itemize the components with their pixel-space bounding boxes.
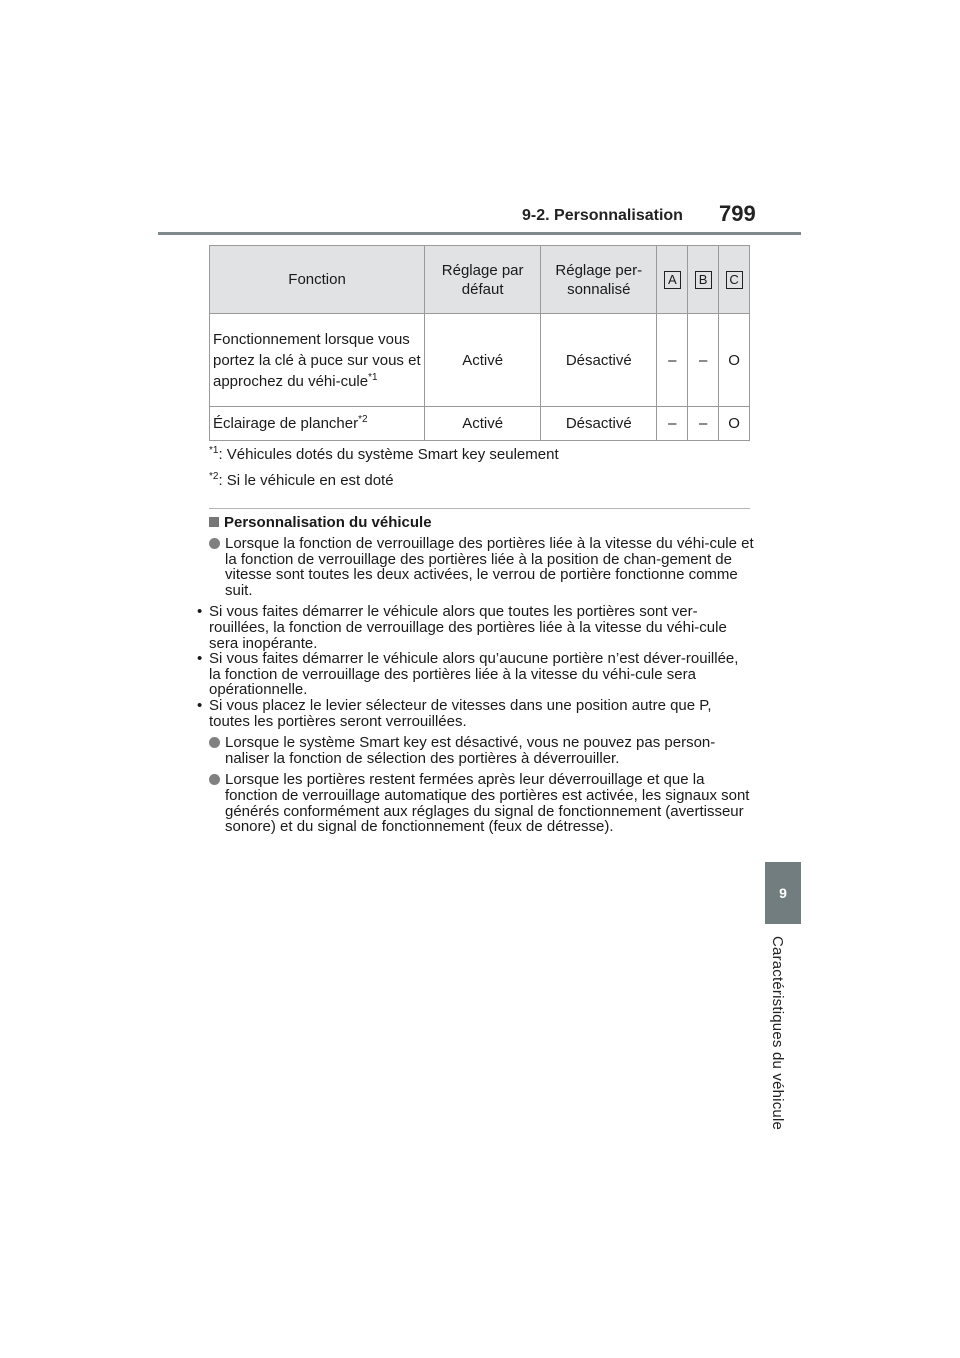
cell-b: – — [688, 407, 719, 441]
method-c-label: C — [726, 271, 743, 289]
section-title: 9-2. Personnalisation — [522, 207, 683, 224]
method-b-label: B — [695, 271, 712, 289]
table-row — [210, 314, 750, 407]
section-divider — [209, 508, 750, 509]
chapter-label: Caractéristiques du véhicule — [769, 936, 786, 1131]
circle-bullet-icon — [209, 774, 220, 785]
cell-function — [210, 314, 425, 407]
cell-c: O — [719, 407, 750, 441]
cell-default: Activé — [425, 314, 541, 407]
circle-bullet-icon — [209, 737, 220, 748]
footnote-mark: *2 — [358, 414, 368, 425]
table-header-row — [210, 246, 750, 314]
list-item-text: Si vous placez le levier sélecteur de vitesses dans une position autre que P, toutes les portières seront verrouillées. — [209, 696, 712, 730]
cell-custom: Désactivé — [541, 407, 657, 441]
list-item — [193, 651, 754, 698]
list-item — [193, 698, 754, 729]
footnote-2 — [209, 472, 394, 489]
bullet-icon: • — [197, 603, 203, 621]
cell-a: – — [657, 314, 688, 407]
bullet-list — [193, 604, 754, 729]
header-a — [657, 246, 688, 314]
footnote-1 — [209, 446, 559, 463]
footnote-mark: *2 — [209, 471, 219, 482]
header-b — [688, 246, 719, 314]
cell-c: O — [719, 314, 750, 407]
table-row — [210, 407, 750, 441]
list-item-text: Si vous faites démarrer le véhicule alors que toutes les portières sont ver-rouillées, la fonction de verrouillage des portières liée à la vitesse du véhi-cule sera inopérante. — [209, 603, 727, 652]
method-a-label: A — [664, 271, 681, 289]
cell-custom: Désactivé — [541, 314, 657, 407]
paragraph — [209, 536, 754, 598]
footnote-mark: *1 — [209, 445, 219, 456]
bullet-icon: • — [197, 696, 203, 714]
paragraph — [209, 735, 754, 766]
settings-table — [209, 245, 750, 441]
header-custom: Réglage per-sonnalisé — [541, 246, 657, 314]
cell-default: Activé — [425, 407, 541, 441]
paragraph-text: Lorsque le système Smart key est désactivé, vous ne pouvez pas person-naliser la fonction de sélection des portières à déverrouiller. — [225, 734, 716, 767]
cell-b: – — [688, 314, 719, 407]
cell-function — [210, 407, 425, 441]
chapter-tab — [765, 862, 801, 924]
cell-a: – — [657, 407, 688, 441]
footnote-text: : Si le véhicule en est doté — [218, 472, 394, 489]
paragraph — [209, 772, 754, 834]
footnote-mark: *1 — [368, 371, 378, 383]
section-body — [197, 535, 754, 841]
list-item-text: Si vous faites démarrer le véhicule alors qu’aucune portière n’est déver-rouillée, la fonction de verrouillage des portières liée à la vitesse du véhi-cule sera opérationnelle. — [209, 650, 739, 699]
square-bullet-icon — [209, 517, 219, 527]
header-function: Fonction — [210, 246, 425, 314]
section-heading — [209, 514, 432, 531]
header-divider — [158, 232, 801, 235]
paragraph-text: Lorsque les portières restent fermées après leur déverrouillage et que la fonction de verrouillage automatique des portières est activée, les signaux sont générés conformément aux réglages du signal de fonctionnement (avertisseur sonore) et du signal de fonctionnement (feux de détresse). — [225, 771, 750, 836]
list-item — [193, 604, 754, 651]
header-default: Réglage par défaut — [425, 246, 541, 314]
function-text: Éclairage de plancher — [213, 415, 359, 432]
footnote-text: : Véhicules dotés du système Smart key seulement — [218, 446, 559, 463]
page-number: 799 — [719, 201, 756, 226]
circle-bullet-icon — [209, 538, 220, 549]
paragraph-text: Lorsque la fonction de verrouillage des portières liée à la vitesse du véhi-cule et la fonction de verrouillage des portières liée à la position de chan-gement de vitesse sont toutes les deux activées, le verrou de portière fonctionne comme suit. — [225, 535, 754, 599]
chapter-number: 9 — [779, 885, 787, 901]
header-c — [719, 246, 750, 314]
function-text: Fonctionnement lorsque vous portez la clé à puce sur vous et approchez du véhi-cule — [213, 330, 421, 390]
bullet-icon: • — [197, 650, 203, 668]
section-heading-text: Personnalisation du véhicule — [224, 514, 432, 531]
